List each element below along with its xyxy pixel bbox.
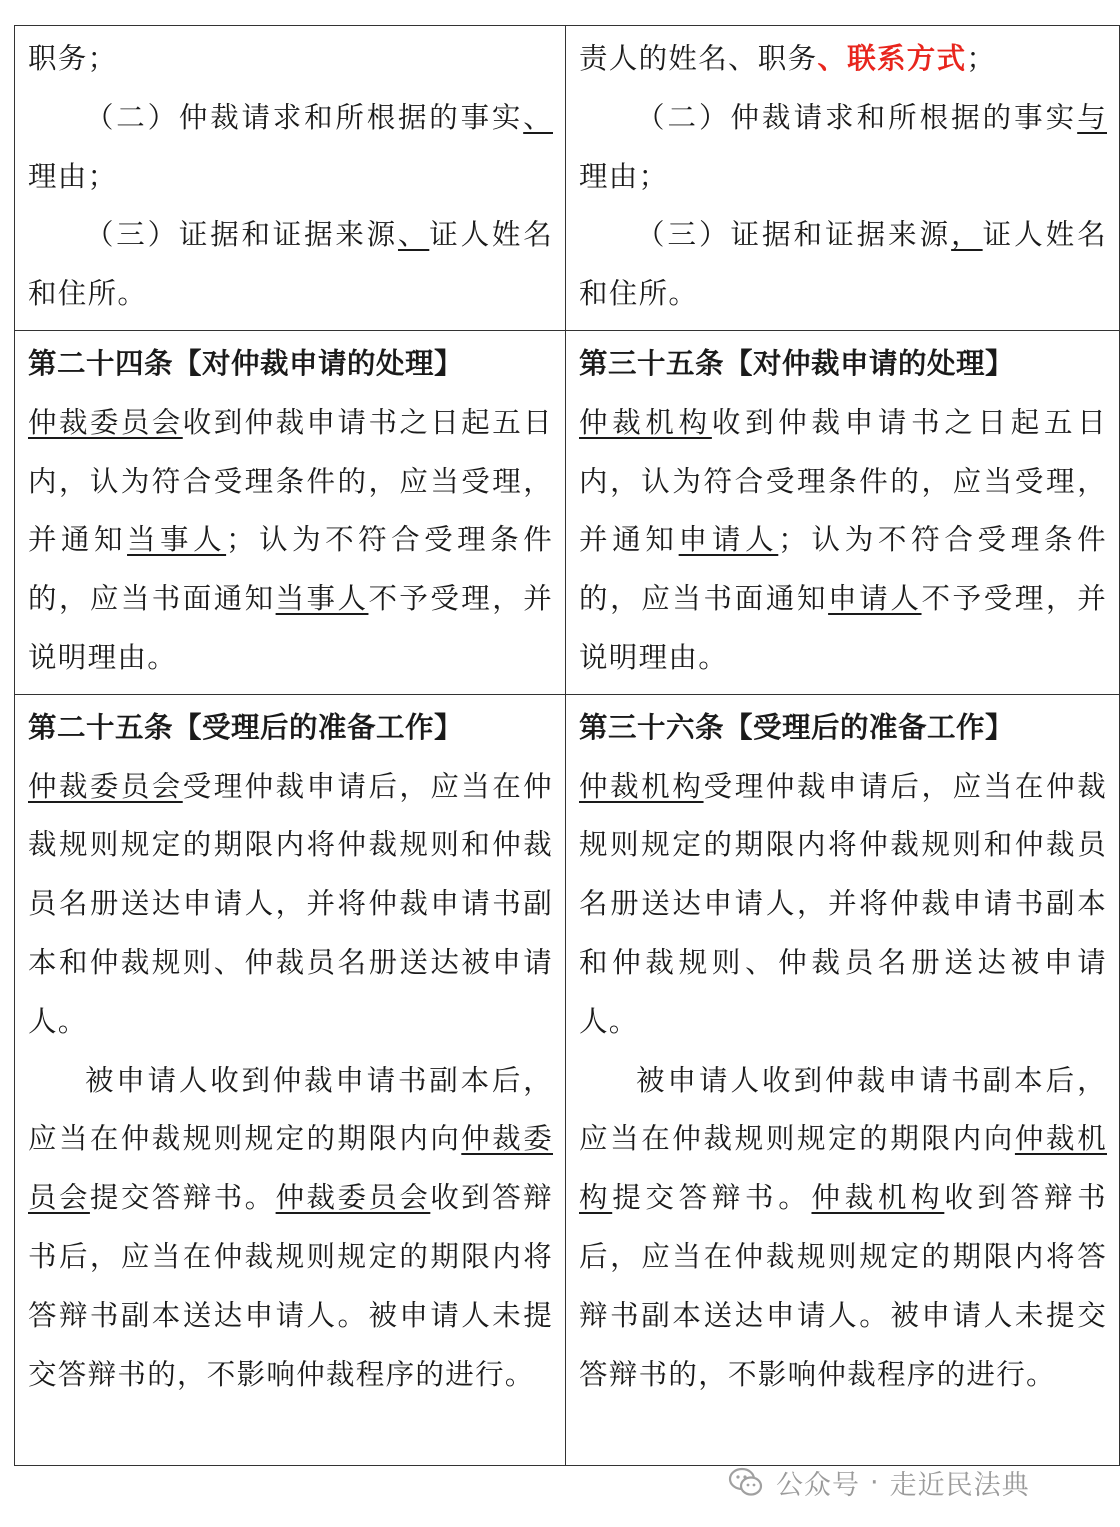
footer-separator: · bbox=[870, 1466, 880, 1498]
highlighted-text: 、联系方式 bbox=[817, 42, 967, 75]
underlined-text: 仲裁机构 bbox=[579, 769, 704, 803]
paragraph bbox=[28, 394, 553, 688]
paragraph bbox=[579, 89, 1107, 207]
underlined-text: 仲裁机构 bbox=[811, 1181, 945, 1215]
account-name: 走近民法典 bbox=[889, 1469, 1030, 1501]
text-span: 被申请人收到仲裁申请书副本后，应当在仲裁规则规定的期限内向 bbox=[28, 1063, 553, 1156]
text-span: 收到仲裁申请书之日起五日内，认为符合受理条件的，应当受理，并通知 bbox=[579, 405, 1107, 557]
text-span: （三）证据和证据来源 bbox=[85, 218, 398, 252]
underlined-text: 当事人 bbox=[127, 523, 227, 557]
text-span: 收到仲裁申请书之日起五日内，认为符合受理条件的，应当受理，并通知 bbox=[28, 405, 553, 557]
text-span: 受理仲裁申请后，应当在仲裁规则规定的期限内将仲裁规则和仲裁员名册送达申请人，并将仲裁申请书副本和仲裁规则、仲裁员名册送达被申请人。 bbox=[579, 769, 1108, 1038]
article-heading: 第二十四条【对仲裁申请的处理】 bbox=[28, 346, 464, 380]
text-span: 收到答辩书后，应当在仲裁规则规定的期限内将答辩书副本送达申请人。被申请人未提交答辩书的，不影响仲裁程序的进行。 bbox=[28, 1181, 553, 1391]
underlined-text: 仲裁委员会 bbox=[275, 1181, 431, 1215]
text-span: 理由； bbox=[28, 159, 118, 193]
underlined-text: 、 bbox=[397, 218, 430, 252]
article-heading: 第三十六条【受理后的准备工作】 bbox=[579, 710, 1015, 744]
text-span: 责人的姓名、职务 bbox=[579, 42, 818, 75]
right-cell bbox=[566, 694, 1120, 1465]
text-span: 受理仲裁申请后，应当在仲裁规则规定的期限内将仲裁规则和仲裁员名册送达申请人，并将仲裁申请书副本和仲裁规则、仲裁员名册送达被申请人。 bbox=[28, 769, 553, 1038]
underlined-text: 申请人 bbox=[828, 582, 922, 616]
underlined-text: 申请人 bbox=[678, 523, 779, 557]
underlined-text: 当事人 bbox=[275, 582, 369, 616]
underlined-text: 与 bbox=[1077, 100, 1107, 134]
table-row bbox=[15, 26, 1120, 331]
footer-label: 公众号 bbox=[776, 1469, 860, 1501]
paragraph bbox=[579, 206, 1107, 324]
text-span: 不予受理，并说明理由。 bbox=[28, 582, 553, 674]
left-cell bbox=[15, 330, 566, 694]
right-cell bbox=[566, 26, 1120, 331]
text-span: 理由； bbox=[579, 159, 669, 193]
text-span: （二）仲裁请求和所根据的事实 bbox=[85, 100, 524, 134]
text-span: 证人姓名和住所。 bbox=[579, 218, 1107, 311]
text-span: 不予受理，并说明理由。 bbox=[579, 582, 1107, 674]
left-cell bbox=[15, 694, 566, 1465]
underlined-text: 仲裁机构 bbox=[579, 405, 712, 439]
text-span: （三）证据和证据来源 bbox=[636, 218, 952, 252]
text-span: 提交答辩书。 bbox=[89, 1181, 276, 1215]
paragraph bbox=[28, 1052, 553, 1405]
paragraph bbox=[579, 394, 1107, 688]
paragraph bbox=[28, 206, 553, 324]
comparison-table bbox=[14, 25, 1120, 1466]
paragraph bbox=[579, 1052, 1107, 1405]
article-heading: 第三十五条【对仲裁申请的处理】 bbox=[579, 346, 1015, 380]
watermark bbox=[728, 1462, 1030, 1502]
text-span: ；认为不符合受理条件的，应当书面通知 bbox=[28, 523, 553, 616]
paragraph bbox=[579, 758, 1107, 1052]
article-heading: 第二十五条【受理后的准备工作】 bbox=[28, 710, 464, 744]
underlined-text: ， bbox=[951, 218, 983, 252]
underlined-text: 仲裁委员会 bbox=[28, 769, 183, 803]
text-span: 提交答辩书。 bbox=[612, 1181, 812, 1215]
text-span: ；认为不符合受理条件的，应当书面通知 bbox=[579, 523, 1107, 616]
table-row bbox=[15, 694, 1120, 1465]
underlined-text: 仲裁机构 bbox=[579, 1122, 1107, 1215]
paragraph bbox=[28, 758, 553, 1052]
text-line: 职务； bbox=[28, 42, 118, 75]
right-cell bbox=[566, 330, 1120, 694]
underlined-text: 仲裁委员会 bbox=[28, 405, 183, 439]
left-cell bbox=[15, 26, 566, 331]
table-row bbox=[15, 330, 1120, 694]
text-span: 收到答辩书后，应当在仲裁规则规定的期限内将答辩书副本送达申请人。被申请人未提交答辩书的，不影响仲裁程序的进行。 bbox=[579, 1181, 1107, 1391]
text-span: （二）仲裁请求和所根据的事实 bbox=[636, 100, 1078, 134]
wechat-icon bbox=[728, 1467, 764, 1497]
text-span: 被申请人收到仲裁申请书副本后，应当在仲裁规则规定的期限内向 bbox=[579, 1063, 1107, 1156]
underlined-text: 仲裁委员会 bbox=[28, 1122, 553, 1215]
text-span: 证人姓名和住所。 bbox=[28, 218, 553, 311]
paragraph bbox=[28, 89, 553, 207]
text-line bbox=[579, 30, 1107, 89]
text-span: ； bbox=[966, 42, 997, 75]
underlined-text: 、 bbox=[523, 100, 553, 134]
